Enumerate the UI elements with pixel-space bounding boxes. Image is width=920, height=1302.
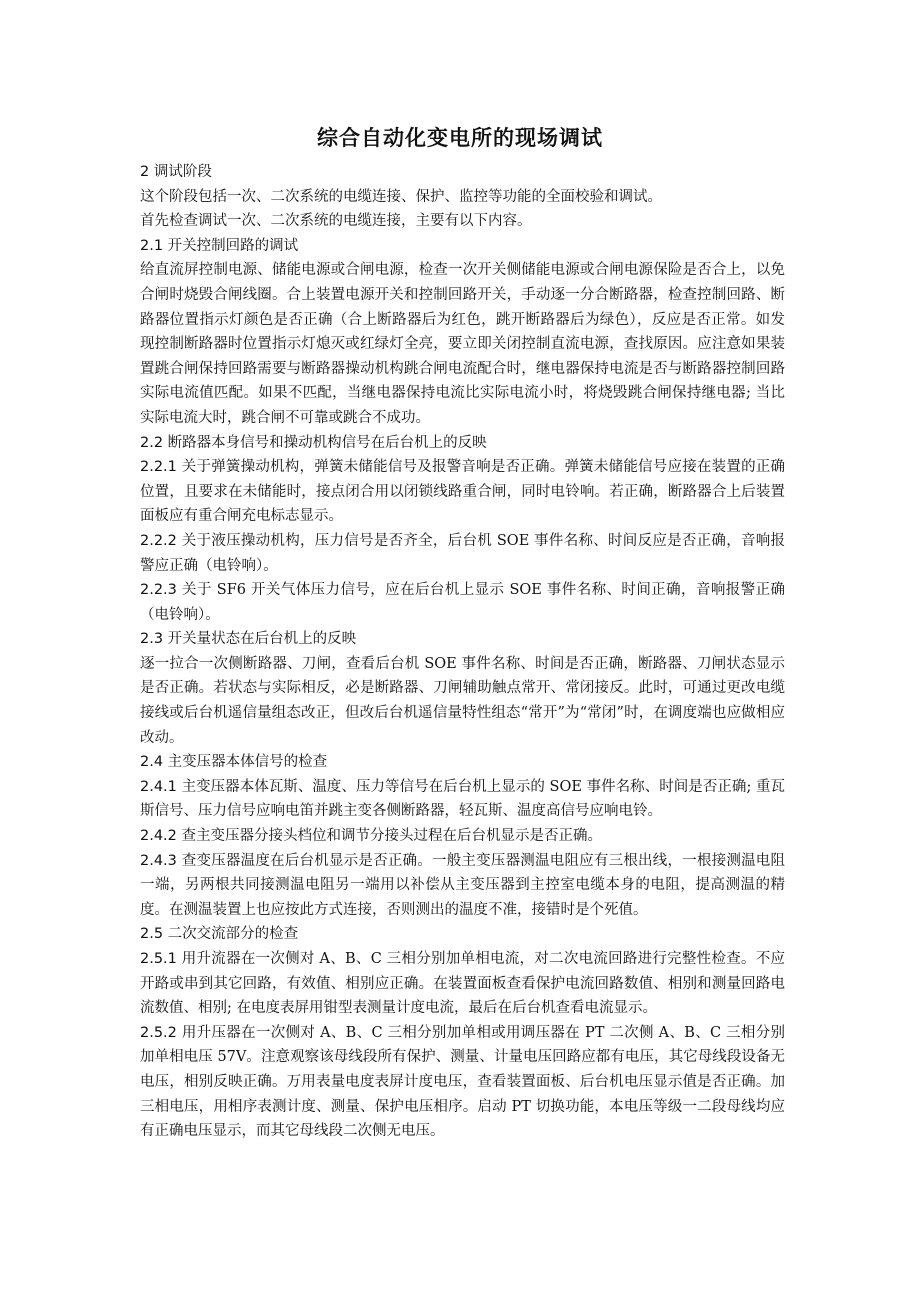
numbered-paragraph (140, 775, 785, 824)
body-paragraph (140, 209, 785, 234)
section-number: 2.4.3 (140, 852, 177, 869)
paragraph-text: 首先检查调试一次、二次系统的电缆连接，主要有以下内容。 (140, 213, 532, 230)
section-number: 2.5.1 (140, 951, 177, 967)
section-number: 2.4.1 (140, 778, 177, 795)
numbered-paragraph (140, 578, 785, 627)
document-body (140, 160, 785, 1144)
section-number: 2.4.2 (140, 828, 177, 845)
paragraph-text: 用升流器在一次侧对 A、B、C 三相分别加单相电流，对二次电流回路进行完整性检查。不应开路或串到其它回路，有效值、相别应正确。在装置面板查看保护电流回路数值、相别和测量回路电流数值、相别; 在电度表屏用钳型表测量计度电流，最后在后台机查看电流显示。 (140, 951, 786, 1017)
paragraph-text: 断路器本身信号和操动机构信号在后台机上的反映 (167, 434, 487, 451)
paragraph-text: 给直流屏控制电源、储能电源或合闸电源，检查一次开关侧储能电源或合闸电源保险是否合上，以免合闸时烧毁合闸线圈。合上装置电源开关和控制回路开关，手动逐一分合断路器，检查控制回路、断路器位置指示灯颜色是否正确（合上断路器后为红色，跳开断路器后为绿色），反应是否正常。如发现控制断路器时位置指示灯熄灭或红绿灯全亮，要立即关闭控制直流电源，查找原因。应注意如果装置跳合闸保持回路需要与断路器操动机构跳合闸电流配合时，继电器保持电流是否与断路器控制回路实际电流值匹配。如果不匹配，当继电器保持电流比实际电流小时，将烧毁跳合闸保持继电器; 当比实际电流大时，跳合闸不可靠或跳合不成功。 (140, 262, 785, 426)
paragraph-text: 开关量状态在后台机上的反映 (167, 631, 357, 648)
body-paragraph (140, 185, 785, 210)
paragraph-text: 关于液压操动机构，压力信号是否齐全，后台机 SOE 事件名称、时间反应是否正确，音响报警应正确（电铃响）。 (140, 532, 786, 574)
numbered-paragraph (140, 1021, 785, 1144)
paragraph-text: 主变压器本体信号的检查 (167, 754, 328, 771)
numbered-paragraph (140, 431, 785, 456)
section-number: 2.3 (140, 631, 164, 648)
document-title: 综合自动化变电所的现场调试 (317, 126, 603, 150)
paragraph-text: 开关控制回路的调试 (167, 237, 299, 254)
section-number: 2.4 (140, 754, 164, 771)
section-number: 2.2.3 (140, 582, 177, 599)
section-number: 2.5.2 (140, 1024, 177, 1041)
paragraph-text: 关于弹簧操动机构，弹簧未储能信号及报警音响是否正确。弹簧未储能信号应接在装置的正确位置，且要求在未储能时，接点闭合用以闭锁线路重合闸，同时电铃响。若正确，断路器合上后装置面板应有重合闸充电标志显示。 (140, 459, 786, 525)
numbered-paragraph (140, 849, 785, 923)
paragraph-text: 关于 SF6 开关气体压力信号，应在后台机上显示 SOE 事件名称、时间正确，音响报警正确（电铃响）。 (140, 582, 786, 623)
numbered-paragraph (140, 455, 785, 529)
numbered-paragraph (140, 160, 785, 185)
numbered-paragraph (140, 529, 785, 578)
paragraph-text: 调试阶段 (153, 164, 212, 180)
paragraph-text: 查主变压器分接头档位和调节分接头过程在后台机显示是否正确。 (181, 828, 603, 845)
numbered-paragraph (140, 234, 785, 259)
body-paragraph (140, 652, 785, 750)
section-number: 2 (140, 164, 150, 180)
section-number: 2.2.1 (140, 459, 177, 476)
section-number: 2.1 (140, 237, 164, 254)
numbered-paragraph (140, 947, 785, 1021)
section-number: 2.2.2 (140, 532, 177, 549)
numbered-paragraph (140, 824, 785, 849)
body-paragraph (140, 258, 785, 430)
paragraph-text: 逐一拉合一次侧断路器、刀闸，查看后台机 SOE 事件名称、时间是否正确，断路器、刀闸状态显示是否正确。若状态与实际相反，必是断路器、刀闸辅助触点常开、常闭接反。此时，可通过更改电缆接线或后台机遥信量组态改正，但改后台机遥信量特性组态“常开”为“常闭”时，在调度端也应做相应改动。 (140, 655, 785, 746)
paragraph-text: 主变压器本体瓦斯、温度、压力等信号在后台机上显示的 SOE 事件名称、时间是否正确; 重瓦斯信号、压力信号应响电笛并跳主变各侧断路器，轻瓦斯、温度高信号应响电铃。 (140, 778, 786, 820)
paragraph-text: 查变压器温度在后台机显示是否正确。一般主变压器测温电阻应有三根出线，一根接测温电阻一端，另两根共同接测温电阻另一端用以补偿从主变压器到主控室电缆本身的电阻，提高测温的精度。在测温装置上也应按此方式连接，否则测出的温度不准，接错时是个死值。 (140, 852, 786, 918)
numbered-paragraph (140, 922, 785, 947)
section-number: 2.5 (140, 926, 164, 943)
paragraph-text: 二次交流部分的检查 (167, 926, 299, 943)
numbered-paragraph (140, 627, 785, 652)
paragraph-text: 用升压器在一次侧对 A、B、C 三相分别加单相或用调压器在 PT 二次侧 A、B、C 三相分别加单相电压 57V。注意观察该母线段所有保护、测量、计量电压回路应都有电压，其它母线段设备无电压，相别反映正确。万用表量电度表屏计度电压，查看装置面板、后台机电压显示值是否正确。加三相电压，用相序表测计度、测量、保护电压相序。启动 PT 切换功能，本电压等级一二段母线均应有正确电压显示，而其它母线段二次侧无电压。 (140, 1024, 786, 1140)
numbered-paragraph (140, 750, 785, 775)
paragraph-text: 这个阶段包括一次、二次系统的电缆连接、保护、监控等功能的全面校验和调试。 (140, 188, 662, 205)
section-number: 2.2 (140, 434, 164, 451)
